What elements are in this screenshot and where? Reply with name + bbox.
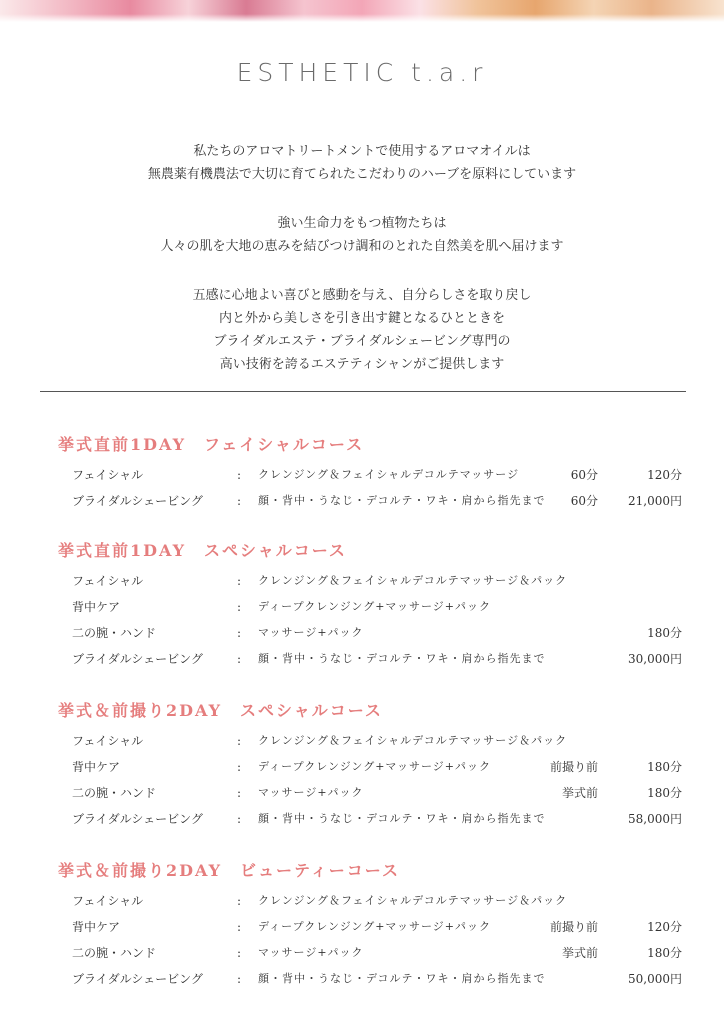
- treatment-duration: 60分: [570, 468, 598, 482]
- treatment-name: ブライダルシェービング: [72, 972, 203, 986]
- treatment-name: 二の腕・ハンド: [72, 946, 157, 960]
- separator: :: [237, 760, 242, 774]
- course-title: 挙式直前1DAY フェイシャルコース: [58, 435, 365, 454]
- treatment-duration: 挙式前: [561, 946, 598, 960]
- treatment-detail: クレンジング＆フェイシャルデコルテマッサージ＆パック: [258, 574, 568, 587]
- treatment-detail: クレンジング＆フェイシャルデコルテマッサージ: [258, 468, 520, 481]
- treatment-detail: ディープクレンジング+マッサージ+パック: [258, 760, 491, 773]
- course-title: 挙式＆前撮り2DAY ビューティーコース: [58, 861, 400, 880]
- separator: :: [237, 786, 242, 800]
- treatment-duration: 前撮り前: [549, 920, 598, 934]
- menu-row: [0, 914, 724, 940]
- treatment-name: 二の腕・ハンド: [72, 786, 157, 800]
- divider: [40, 391, 686, 392]
- intro-paragraph: [0, 284, 724, 376]
- treatment-name: フェイシャル: [72, 734, 144, 748]
- menu-row: [0, 568, 724, 594]
- menu-row: [0, 888, 724, 914]
- treatment-name: 背中ケア: [72, 760, 121, 774]
- treatment-name: 背中ケア: [72, 920, 121, 934]
- course-value: 180分: [647, 760, 682, 774]
- course-menu: [0, 728, 724, 832]
- treatment-name: ブライダルシェービング: [72, 652, 203, 666]
- treatment-detail: ディープクレンジング+マッサージ+パック: [258, 920, 491, 933]
- separator: :: [237, 494, 242, 508]
- treatment-duration: 60分: [570, 494, 598, 508]
- separator: :: [237, 574, 242, 588]
- separator: :: [237, 600, 242, 614]
- treatment-name: ブライダルシェービング: [72, 812, 203, 826]
- treatment-detail: クレンジング＆フェイシャルデコルテマッサージ＆パック: [258, 894, 568, 907]
- treatment-name: 二の腕・ハンド: [72, 626, 157, 640]
- separator: :: [237, 812, 242, 826]
- course-title: 挙式直前1DAY スペシャルコース: [58, 541, 347, 560]
- intro-line: 私たちのアロマトリートメントで使用するアロマオイルは: [193, 144, 531, 159]
- menu-row: [0, 488, 724, 514]
- menu-row: [0, 620, 724, 646]
- intro-paragraph: [0, 212, 724, 258]
- treatment-name: フェイシャル: [72, 574, 144, 588]
- course-value: 21,000円: [628, 494, 682, 508]
- separator: :: [237, 626, 242, 640]
- menu-row: [0, 646, 724, 672]
- separator: :: [237, 972, 242, 986]
- course-value: 50,000円: [628, 972, 682, 986]
- menu-row: [0, 728, 724, 754]
- treatment-detail: 顔・背中・うなじ・デコルテ・ワキ・肩から指先まで: [258, 972, 546, 985]
- menu-row: [0, 462, 724, 488]
- menu-row: [0, 966, 724, 992]
- separator: :: [237, 946, 242, 960]
- course-value: 120分: [647, 920, 682, 934]
- separator: :: [237, 920, 242, 934]
- separator: :: [237, 652, 242, 666]
- menu-row: [0, 594, 724, 620]
- separator: :: [237, 734, 242, 748]
- course-value: 120分: [647, 468, 682, 482]
- course-title: 挙式＆前撮り2DAY スペシャルコース: [58, 701, 383, 720]
- menu-row: [0, 806, 724, 832]
- treatment-detail: マッサージ+パック: [258, 786, 364, 799]
- course-menu: [0, 462, 724, 514]
- intro-line: ブライダルエステ・ブライダルシェービング専門の: [213, 334, 511, 349]
- treatment-detail: 顔・背中・うなじ・デコルテ・ワキ・肩から指先まで: [258, 494, 546, 507]
- floral-banner: [0, 0, 724, 22]
- course-value: 58,000円: [628, 812, 682, 826]
- treatment-detail: マッサージ+パック: [258, 626, 364, 639]
- treatment-duration: 挙式前: [561, 786, 598, 800]
- intro-text: [0, 140, 724, 402]
- brand-title: ESTHETIC t.a.r: [236, 58, 488, 87]
- treatment-duration: 前撮り前: [549, 760, 598, 774]
- menu-row: [0, 754, 724, 780]
- intro-paragraph: [0, 140, 724, 186]
- intro-line: 高い技術を誇るエステティシャンがご提供します: [219, 357, 505, 372]
- intro-line: 人々の肌を大地の恵みを結びつけ調和のとれた自然美を肌へ届けます: [160, 239, 564, 254]
- treatment-detail: クレンジング＆フェイシャルデコルテマッサージ＆パック: [258, 734, 568, 747]
- treatment-detail: 顔・背中・うなじ・デコルテ・ワキ・肩から指先まで: [258, 812, 546, 825]
- treatment-name: ブライダルシェービング: [72, 494, 203, 508]
- menu-row: [0, 940, 724, 966]
- menu-row: [0, 780, 724, 806]
- course-menu: [0, 568, 724, 672]
- treatment-detail: ディープクレンジング+マッサージ+パック: [258, 600, 491, 613]
- intro-line: 無農薬有機農法で大切に育てられたこだわりのハーブを原料にしています: [147, 167, 577, 182]
- course-value: 180分: [647, 946, 682, 960]
- treatment-name: 背中ケア: [72, 600, 121, 614]
- course-value: 180分: [647, 626, 682, 640]
- course-menu: [0, 888, 724, 992]
- course-value: 180分: [647, 786, 682, 800]
- separator: :: [237, 894, 242, 908]
- intro-line: 強い生命力をもつ植物たちは: [277, 216, 447, 231]
- course-value: 30,000円: [628, 652, 682, 666]
- intro-line: 内と外から美しさを引き出す鍵となるひとときを: [218, 311, 505, 326]
- intro-line: 五感に心地よい喜びと感動を与え、自分らしさを取り戻し: [192, 288, 532, 303]
- treatment-name: フェイシャル: [72, 468, 144, 482]
- separator: :: [237, 468, 242, 482]
- treatment-name: フェイシャル: [72, 894, 144, 908]
- treatment-detail: 顔・背中・うなじ・デコルテ・ワキ・肩から指先まで: [258, 652, 546, 665]
- treatment-detail: マッサージ+パック: [258, 946, 364, 959]
